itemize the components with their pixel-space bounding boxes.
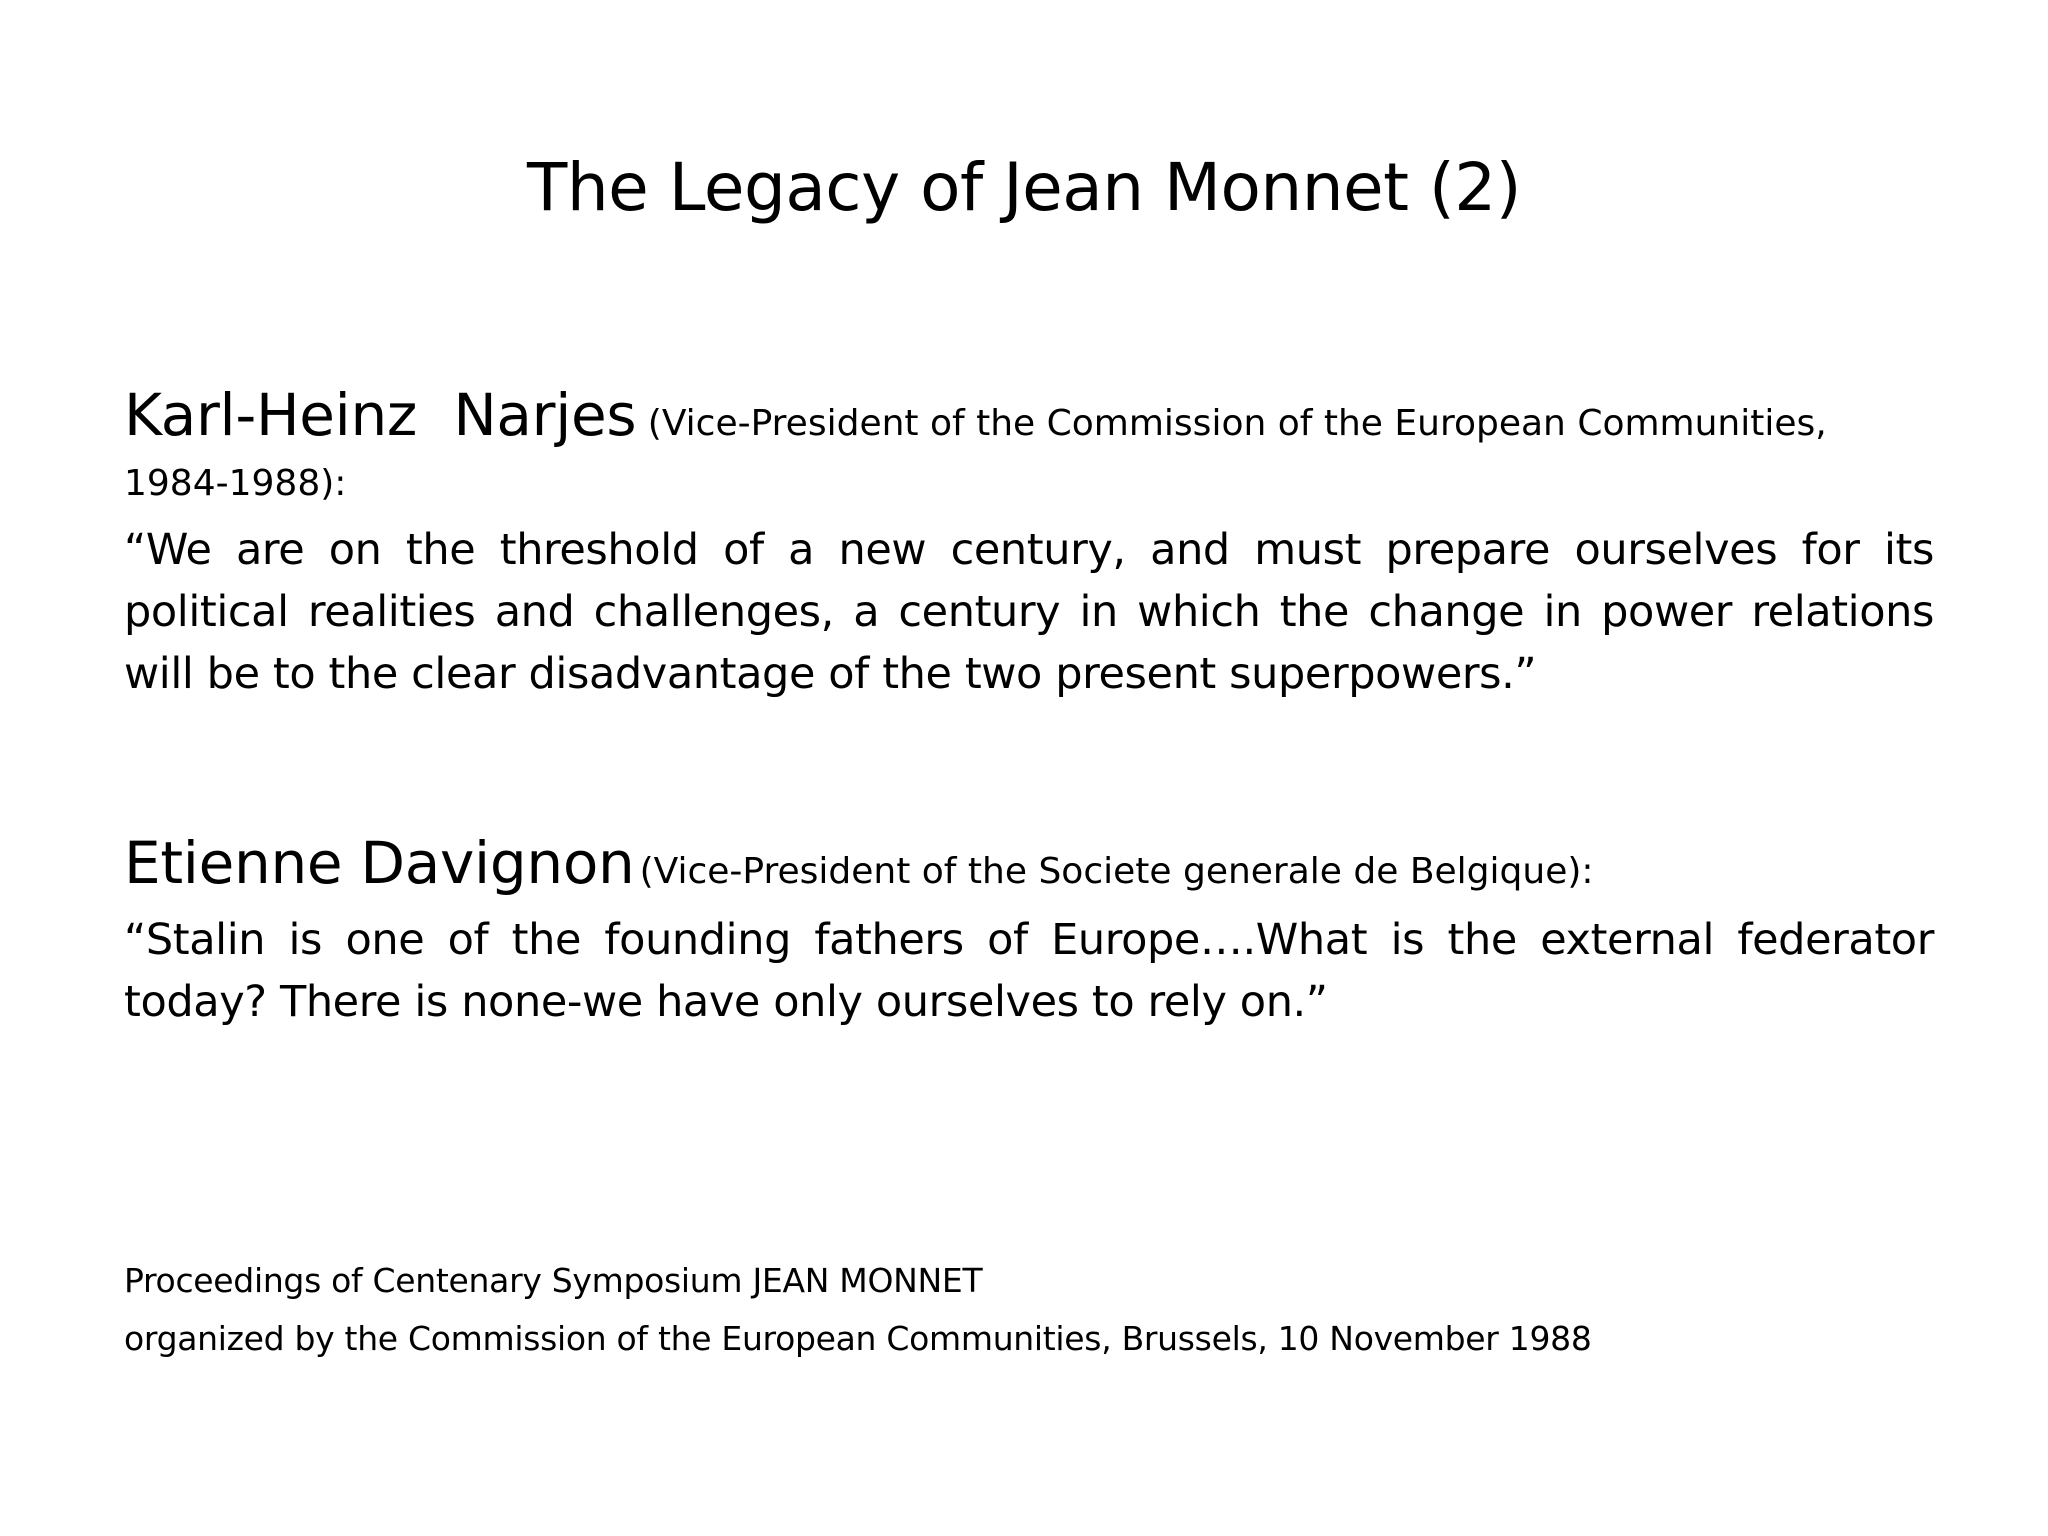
speaker-heading — [124, 829, 1934, 903]
speaker-block-narjes — [124, 381, 1934, 705]
speaker-heading — [124, 381, 1934, 513]
speaker-role: (Vice-President of the Commission of the European Communities, — [647, 403, 1827, 444]
speaker-role: (Vice-President of the Societe generale de Belgique): — [639, 851, 1594, 892]
source-citation — [124, 1252, 1934, 1368]
speaker-name: Karl-Heinz Narjes — [124, 381, 637, 449]
speaker-role-years: 1984-1988): — [124, 463, 347, 504]
speaker-name: Etienne Davignon — [124, 829, 635, 897]
slide-title: The Legacy of Jean Monnet (2) — [527, 149, 1521, 226]
speaker-quote: “We are on the threshold of a new century, and must prepare ourselves for its political realities and challenges, a century in which the change in power relations will be to the clear disadvantage of the two present superpowers.” — [124, 525, 1934, 699]
speaker-quote: “Stalin is one of the founding fathers of Europe….What is the external federator today? There is none-we have only ourselves to rely on.” — [124, 915, 1934, 1027]
source-line-1: Proceedings of Centenary Symposium JEAN MONNET — [124, 1261, 983, 1300]
source-line-2: organized by the Commission of the European Communities, Brussels, 10 November 1988 — [124, 1319, 1592, 1358]
speaker-block-davignon — [124, 829, 1934, 1033]
